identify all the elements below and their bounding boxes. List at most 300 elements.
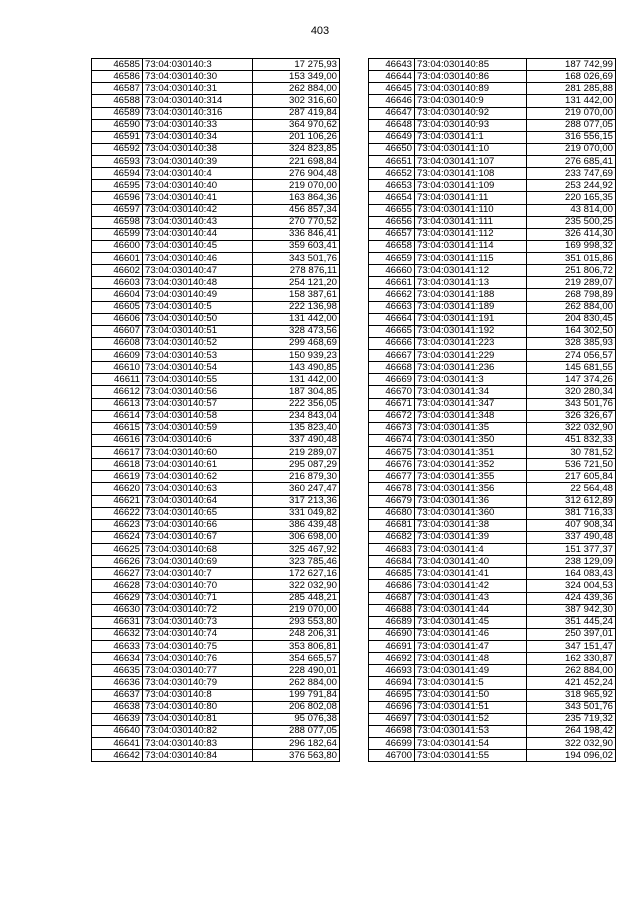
cadastral-number-cell: 73:04:030140:30: [143, 71, 253, 83]
row-number-cell: 46645: [369, 83, 415, 95]
value-cell: 153 349,00: [253, 71, 340, 83]
row-number-cell: 46604: [92, 289, 143, 301]
cadastral-number-cell: 73:04:030141:38: [415, 519, 527, 531]
table-row: [369, 641, 616, 653]
table-row: [92, 277, 340, 289]
row-number-cell: 46666: [369, 337, 415, 349]
value-cell: 337 490,48: [527, 531, 616, 543]
cadastral-number-cell: 73:04:030141:350: [415, 434, 527, 446]
table-row: [92, 507, 340, 519]
table-row: [369, 143, 616, 155]
cadastral-number-cell: 73:04:030141:11: [415, 192, 527, 204]
row-number-cell: 46598: [92, 216, 143, 228]
row-number-cell: 46628: [92, 580, 143, 592]
row-number-cell: 46656: [369, 216, 415, 228]
value-cell: 233 747,69: [527, 168, 616, 180]
table-row: [369, 459, 616, 471]
value-cell: 364 970,62: [253, 119, 340, 131]
row-number-cell: 46692: [369, 653, 415, 665]
cadastral-number-cell: 73:04:030140:64: [143, 495, 253, 507]
cadastral-number-cell: 73:04:030140:34: [143, 131, 253, 143]
value-cell: 264 198,42: [527, 725, 616, 737]
table-row: [92, 289, 340, 301]
cadastral-number-cell: 73:04:030141:114: [415, 240, 527, 252]
row-number-cell: 46662: [369, 289, 415, 301]
value-cell: 222 356,05: [253, 398, 340, 410]
cadastral-number-cell: 73:04:030140:56: [143, 386, 253, 398]
cadastral-number-cell: 73:04:030141:13: [415, 277, 527, 289]
row-number-cell: 46587: [92, 83, 143, 95]
row-number-cell: 46699: [369, 738, 415, 750]
cadastral-number-cell: 73:04:030140:48: [143, 277, 253, 289]
cadastral-number-cell: 73:04:030141:5: [415, 677, 527, 689]
row-number-cell: 46588: [92, 95, 143, 107]
cadastral-number-cell: 73:04:030141:112: [415, 228, 527, 240]
row-number-cell: 46661: [369, 277, 415, 289]
value-cell: 158 387,61: [253, 289, 340, 301]
row-number-cell: 46643: [369, 59, 415, 71]
row-number-cell: 46607: [92, 325, 143, 337]
value-cell: 219 070,00: [253, 604, 340, 616]
value-cell: 320 280,34: [527, 386, 616, 398]
cadastral-number-cell: 73:04:030140:81: [143, 713, 253, 725]
cadastral-number-cell: 73:04:030141:111: [415, 216, 527, 228]
cadastral-number-cell: 73:04:030141:110: [415, 204, 527, 216]
value-cell: 293 553,80: [253, 616, 340, 628]
value-cell: 219 070,00: [527, 107, 616, 119]
row-number-cell: 46691: [369, 641, 415, 653]
row-number-cell: 46669: [369, 374, 415, 386]
cadastral-number-cell: 73:04:030140:6: [143, 434, 253, 446]
value-cell: 168 026,69: [527, 71, 616, 83]
table-row: [369, 325, 616, 337]
cadastral-number-cell: 73:04:030141:4: [415, 544, 527, 556]
row-number-cell: 46679: [369, 495, 415, 507]
value-cell: 222 136,98: [253, 301, 340, 313]
row-number-cell: 46626: [92, 556, 143, 568]
cadastral-number-cell: 73:04:030140:5: [143, 301, 253, 313]
row-number-cell: 46635: [92, 665, 143, 677]
value-cell: 17 275,93: [253, 59, 340, 71]
row-number-cell: 46678: [369, 483, 415, 495]
table-row: [92, 240, 340, 252]
table-row: [369, 301, 616, 313]
row-number-cell: 46698: [369, 725, 415, 737]
table-row: [92, 131, 340, 143]
cadastral-number-cell: 73:04:030141:1: [415, 131, 527, 143]
table-row: [92, 253, 340, 265]
cadastral-number-cell: 73:04:030141:115: [415, 253, 527, 265]
cadastral-number-cell: 73:04:030140:3: [143, 59, 253, 71]
table-row: [369, 362, 616, 374]
row-number-cell: 46616: [92, 434, 143, 446]
table-row: [92, 616, 340, 628]
cadastral-number-cell: 73:04:030140:80: [143, 701, 253, 713]
row-number-cell: 46665: [369, 325, 415, 337]
table-row: [369, 628, 616, 640]
table-row: [92, 325, 340, 337]
cadastral-number-cell: 73:04:030141:10: [415, 143, 527, 155]
row-number-cell: 46642: [92, 750, 143, 762]
row-number-cell: 46667: [369, 350, 415, 362]
value-cell: 219 289,07: [253, 447, 340, 459]
table-row: [92, 665, 340, 677]
row-number-cell: 46682: [369, 531, 415, 543]
value-cell: 456 857,34: [253, 204, 340, 216]
row-number-cell: 46671: [369, 398, 415, 410]
table-row: [92, 119, 340, 131]
row-number-cell: 46668: [369, 362, 415, 374]
value-cell: 204 830,45: [527, 313, 616, 325]
value-cell: 201 106,26: [253, 131, 340, 143]
cadastral-number-cell: 73:04:030140:59: [143, 422, 253, 434]
row-number-cell: 46647: [369, 107, 415, 119]
value-cell: 250 397,01: [527, 628, 616, 640]
value-cell: 353 806,81: [253, 641, 340, 653]
table-row: [92, 483, 340, 495]
row-number-cell: 46651: [369, 156, 415, 168]
row-number-cell: 46696: [369, 701, 415, 713]
row-number-cell: 46700: [369, 750, 415, 762]
table-row: [92, 459, 340, 471]
cadastral-number-cell: 73:04:030141:39: [415, 531, 527, 543]
value-cell: 131 442,00: [253, 374, 340, 386]
value-cell: 235 719,32: [527, 713, 616, 725]
cadastral-number-cell: 73:04:030140:67: [143, 531, 253, 543]
table-row: [369, 240, 616, 252]
table-row: [369, 59, 616, 71]
table-row: [369, 713, 616, 725]
value-cell: 262 884,00: [253, 83, 340, 95]
table-row: [369, 604, 616, 616]
value-cell: 302 316,60: [253, 95, 340, 107]
row-number-cell: 46677: [369, 471, 415, 483]
right-table-body: [369, 59, 616, 762]
table-row: [92, 604, 340, 616]
value-cell: 268 798,89: [527, 289, 616, 301]
value-cell: 217 605,84: [527, 471, 616, 483]
cadastral-number-cell: 73:04:030141:34: [415, 386, 527, 398]
table-row: [369, 228, 616, 240]
cadastral-number-cell: 73:04:030140:82: [143, 725, 253, 737]
table-row: [92, 71, 340, 83]
table-row: [369, 192, 616, 204]
cadastral-number-cell: 73:04:030140:71: [143, 592, 253, 604]
cadastral-number-cell: 73:04:030141:360: [415, 507, 527, 519]
row-number-cell: 46649: [369, 131, 415, 143]
cadastral-number-cell: 73:04:030141:55: [415, 750, 527, 762]
row-number-cell: 46614: [92, 410, 143, 422]
row-number-cell: 46676: [369, 459, 415, 471]
table-row: [369, 107, 616, 119]
row-number-cell: 46615: [92, 422, 143, 434]
cadastral-number-cell: 73:04:030140:66: [143, 519, 253, 531]
row-number-cell: 46630: [92, 604, 143, 616]
cadastral-number-cell: 73:04:030140:65: [143, 507, 253, 519]
row-number-cell: 46599: [92, 228, 143, 240]
row-number-cell: 46660: [369, 265, 415, 277]
cadastral-number-cell: 73:04:030141:192: [415, 325, 527, 337]
cadastral-number-cell: 73:04:030140:50: [143, 313, 253, 325]
table-row: [369, 592, 616, 604]
cadastral-number-cell: 73:04:030141:109: [415, 180, 527, 192]
table-row: [369, 738, 616, 750]
table-row: [92, 204, 340, 216]
value-cell: 328 473,56: [253, 325, 340, 337]
value-cell: 288 077,05: [527, 119, 616, 131]
row-number-cell: 46637: [92, 689, 143, 701]
cadastral-number-cell: 73:04:030141:108: [415, 168, 527, 180]
row-number-cell: 46629: [92, 592, 143, 604]
table-row: [369, 204, 616, 216]
cadastral-number-cell: 73:04:030140:68: [143, 544, 253, 556]
cadastral-number-cell: 73:04:030140:41: [143, 192, 253, 204]
cadastral-number-cell: 73:04:030141:229: [415, 350, 527, 362]
cadastral-number-cell: 73:04:030140:314: [143, 95, 253, 107]
cadastral-number-cell: 73:04:030141:51: [415, 701, 527, 713]
value-cell: 147 374,26: [527, 374, 616, 386]
cadastral-number-cell: 73:04:030141:107: [415, 156, 527, 168]
cadastral-number-cell: 73:04:030140:8: [143, 689, 253, 701]
row-number-cell: 46596: [92, 192, 143, 204]
value-cell: 360 247,47: [253, 483, 340, 495]
value-cell: 270 770,52: [253, 216, 340, 228]
cadastral-number-cell: 73:04:030140:77: [143, 665, 253, 677]
value-cell: 296 182,64: [253, 738, 340, 750]
row-number-cell: 46621: [92, 495, 143, 507]
table-row: [369, 168, 616, 180]
cadastral-number-cell: 73:04:030140:51: [143, 325, 253, 337]
table-row: [369, 495, 616, 507]
table-row: [92, 265, 340, 277]
value-cell: 386 439,48: [253, 519, 340, 531]
cadastral-number-cell: 73:04:030140:89: [415, 83, 527, 95]
row-number-cell: 46640: [92, 725, 143, 737]
table-row: [92, 471, 340, 483]
cadastral-number-cell: 73:04:030141:188: [415, 289, 527, 301]
table-row: [92, 362, 340, 374]
table-row: [369, 568, 616, 580]
value-cell: 22 564,48: [527, 483, 616, 495]
row-number-cell: 46664: [369, 313, 415, 325]
table-row: [92, 386, 340, 398]
value-cell: 254 121,20: [253, 277, 340, 289]
cadastral-number-cell: 73:04:030141:52: [415, 713, 527, 725]
table-row: [369, 447, 616, 459]
cadastral-number-cell: 73:04:030141:12: [415, 265, 527, 277]
table-row: [369, 313, 616, 325]
table-row: [369, 616, 616, 628]
page-number: 403: [310, 25, 330, 37]
value-cell: 343 501,76: [527, 398, 616, 410]
table-row: [92, 580, 340, 592]
cadastral-number-cell: 73:04:030140:63: [143, 483, 253, 495]
cadastral-number-cell: 73:04:030141:40: [415, 556, 527, 568]
value-cell: 337 490,48: [253, 434, 340, 446]
value-cell: 131 442,00: [527, 95, 616, 107]
table-row: [92, 544, 340, 556]
table-row: [369, 556, 616, 568]
value-cell: 150 939,23: [253, 350, 340, 362]
value-cell: 234 843,04: [253, 410, 340, 422]
value-cell: 95 076,38: [253, 713, 340, 725]
table-row: [369, 277, 616, 289]
value-cell: 322 032,90: [253, 580, 340, 592]
table-row: [92, 725, 340, 737]
row-number-cell: 46610: [92, 362, 143, 374]
cadastral-number-cell: 73:04:030140:61: [143, 459, 253, 471]
cadastral-number-cell: 73:04:030141:48: [415, 653, 527, 665]
row-number-cell: 46586: [92, 71, 143, 83]
table-row: [92, 531, 340, 543]
table-row: [92, 180, 340, 192]
cadastral-number-cell: 73:04:030140:86: [415, 71, 527, 83]
row-number-cell: 46612: [92, 386, 143, 398]
row-number-cell: 46623: [92, 519, 143, 531]
cadastral-number-cell: 73:04:030140:38: [143, 143, 253, 155]
row-number-cell: 46601: [92, 253, 143, 265]
cadastral-number-cell: 73:04:030140:44: [143, 228, 253, 240]
value-cell: 381 716,33: [527, 507, 616, 519]
value-cell: 322 032,90: [527, 422, 616, 434]
row-number-cell: 46652: [369, 168, 415, 180]
cadastral-number-cell: 73:04:030140:316: [143, 107, 253, 119]
table-row: [92, 713, 340, 725]
row-number-cell: 46694: [369, 677, 415, 689]
row-number-cell: 46625: [92, 544, 143, 556]
value-cell: 221 698,84: [253, 156, 340, 168]
value-cell: 325 467,92: [253, 544, 340, 556]
value-cell: 326 414,30: [527, 228, 616, 240]
cadastral-number-cell: 73:04:030141:223: [415, 337, 527, 349]
table-row: [369, 289, 616, 301]
table-row: [92, 313, 340, 325]
cadastral-number-cell: 73:04:030141:54: [415, 738, 527, 750]
table-row: [92, 677, 340, 689]
row-number-cell: 46654: [369, 192, 415, 204]
cadastral-number-cell: 73:04:030140:45: [143, 240, 253, 252]
value-cell: 281 285,88: [527, 83, 616, 95]
row-number-cell: 46606: [92, 313, 143, 325]
value-cell: 43 814,00: [527, 204, 616, 216]
row-number-cell: 46685: [369, 568, 415, 580]
value-cell: 421 452,24: [527, 677, 616, 689]
cadastral-number-cell: 73:04:030140:58: [143, 410, 253, 422]
cadastral-number-cell: 73:04:030140:74: [143, 628, 253, 640]
row-number-cell: 46594: [92, 168, 143, 180]
table-row: [92, 495, 340, 507]
row-number-cell: 46638: [92, 701, 143, 713]
cadastral-number-cell: 73:04:030141:45: [415, 616, 527, 628]
table-row: [92, 143, 340, 155]
value-cell: 336 846,41: [253, 228, 340, 240]
table-row: [92, 168, 340, 180]
table-row: [92, 556, 340, 568]
table-row: [92, 107, 340, 119]
row-number-cell: 46681: [369, 519, 415, 531]
cadastral-number-cell: 73:04:030140:79: [143, 677, 253, 689]
row-number-cell: 46603: [92, 277, 143, 289]
row-number-cell: 46634: [92, 653, 143, 665]
row-number-cell: 46641: [92, 738, 143, 750]
row-number-cell: 46686: [369, 580, 415, 592]
value-cell: 351 445,24: [527, 616, 616, 628]
value-cell: 219 070,00: [253, 180, 340, 192]
table-row: [369, 156, 616, 168]
row-number-cell: 46591: [92, 131, 143, 143]
value-cell: 323 785,46: [253, 556, 340, 568]
row-number-cell: 46659: [369, 253, 415, 265]
table-row: [369, 483, 616, 495]
row-number-cell: 46675: [369, 447, 415, 459]
value-cell: 288 077,05: [253, 725, 340, 737]
cadastral-number-cell: 73:04:030141:41: [415, 568, 527, 580]
value-cell: 164 302,50: [527, 325, 616, 337]
row-number-cell: 46670: [369, 386, 415, 398]
row-number-cell: 46589: [92, 107, 143, 119]
table-row: [369, 119, 616, 131]
value-cell: 274 056,57: [527, 350, 616, 362]
value-cell: 285 448,21: [253, 592, 340, 604]
table-row: [369, 398, 616, 410]
row-number-cell: 46658: [369, 240, 415, 252]
cadastral-number-cell: 73:04:030140:49: [143, 289, 253, 301]
cadastral-number-cell: 73:04:030140:73: [143, 616, 253, 628]
value-cell: 238 129,09: [527, 556, 616, 568]
cadastral-number-cell: 73:04:030140:75: [143, 641, 253, 653]
value-cell: 376 563,80: [253, 750, 340, 762]
row-number-cell: 46617: [92, 447, 143, 459]
table-row: [369, 689, 616, 701]
table-row: [92, 95, 340, 107]
cadastral-number-cell: 73:04:030141:43: [415, 592, 527, 604]
row-number-cell: 46690: [369, 628, 415, 640]
value-cell: 253 244,92: [527, 180, 616, 192]
table-row: [369, 95, 616, 107]
row-number-cell: 46609: [92, 350, 143, 362]
value-cell: 331 049,82: [253, 507, 340, 519]
value-cell: 248 206,31: [253, 628, 340, 640]
value-cell: 343 501,76: [253, 253, 340, 265]
table-row: [92, 689, 340, 701]
row-number-cell: 46620: [92, 483, 143, 495]
cadastral-number-cell: 73:04:030140:33: [143, 119, 253, 131]
row-number-cell: 46631: [92, 616, 143, 628]
table-row: [369, 216, 616, 228]
row-number-cell: 46693: [369, 665, 415, 677]
table-row: [92, 301, 340, 313]
table-row: [92, 641, 340, 653]
table-row: [92, 738, 340, 750]
table-row: [369, 71, 616, 83]
row-number-cell: 46593: [92, 156, 143, 168]
row-number-cell: 46688: [369, 604, 415, 616]
table-row: [369, 131, 616, 143]
row-number-cell: 46619: [92, 471, 143, 483]
value-cell: 187 742,99: [527, 59, 616, 71]
value-cell: 228 490,01: [253, 665, 340, 677]
row-number-cell: 46618: [92, 459, 143, 471]
value-cell: 347 151,47: [527, 641, 616, 653]
value-cell: 199 791,84: [253, 689, 340, 701]
table-row: [369, 519, 616, 531]
row-number-cell: 46684: [369, 556, 415, 568]
value-cell: 536 721,50: [527, 459, 616, 471]
cadastral-number-cell: 73:04:030140:4: [143, 168, 253, 180]
table-row: [92, 628, 340, 640]
cadastral-number-cell: 73:04:030140:43: [143, 216, 253, 228]
value-cell: 262 884,00: [527, 301, 616, 313]
